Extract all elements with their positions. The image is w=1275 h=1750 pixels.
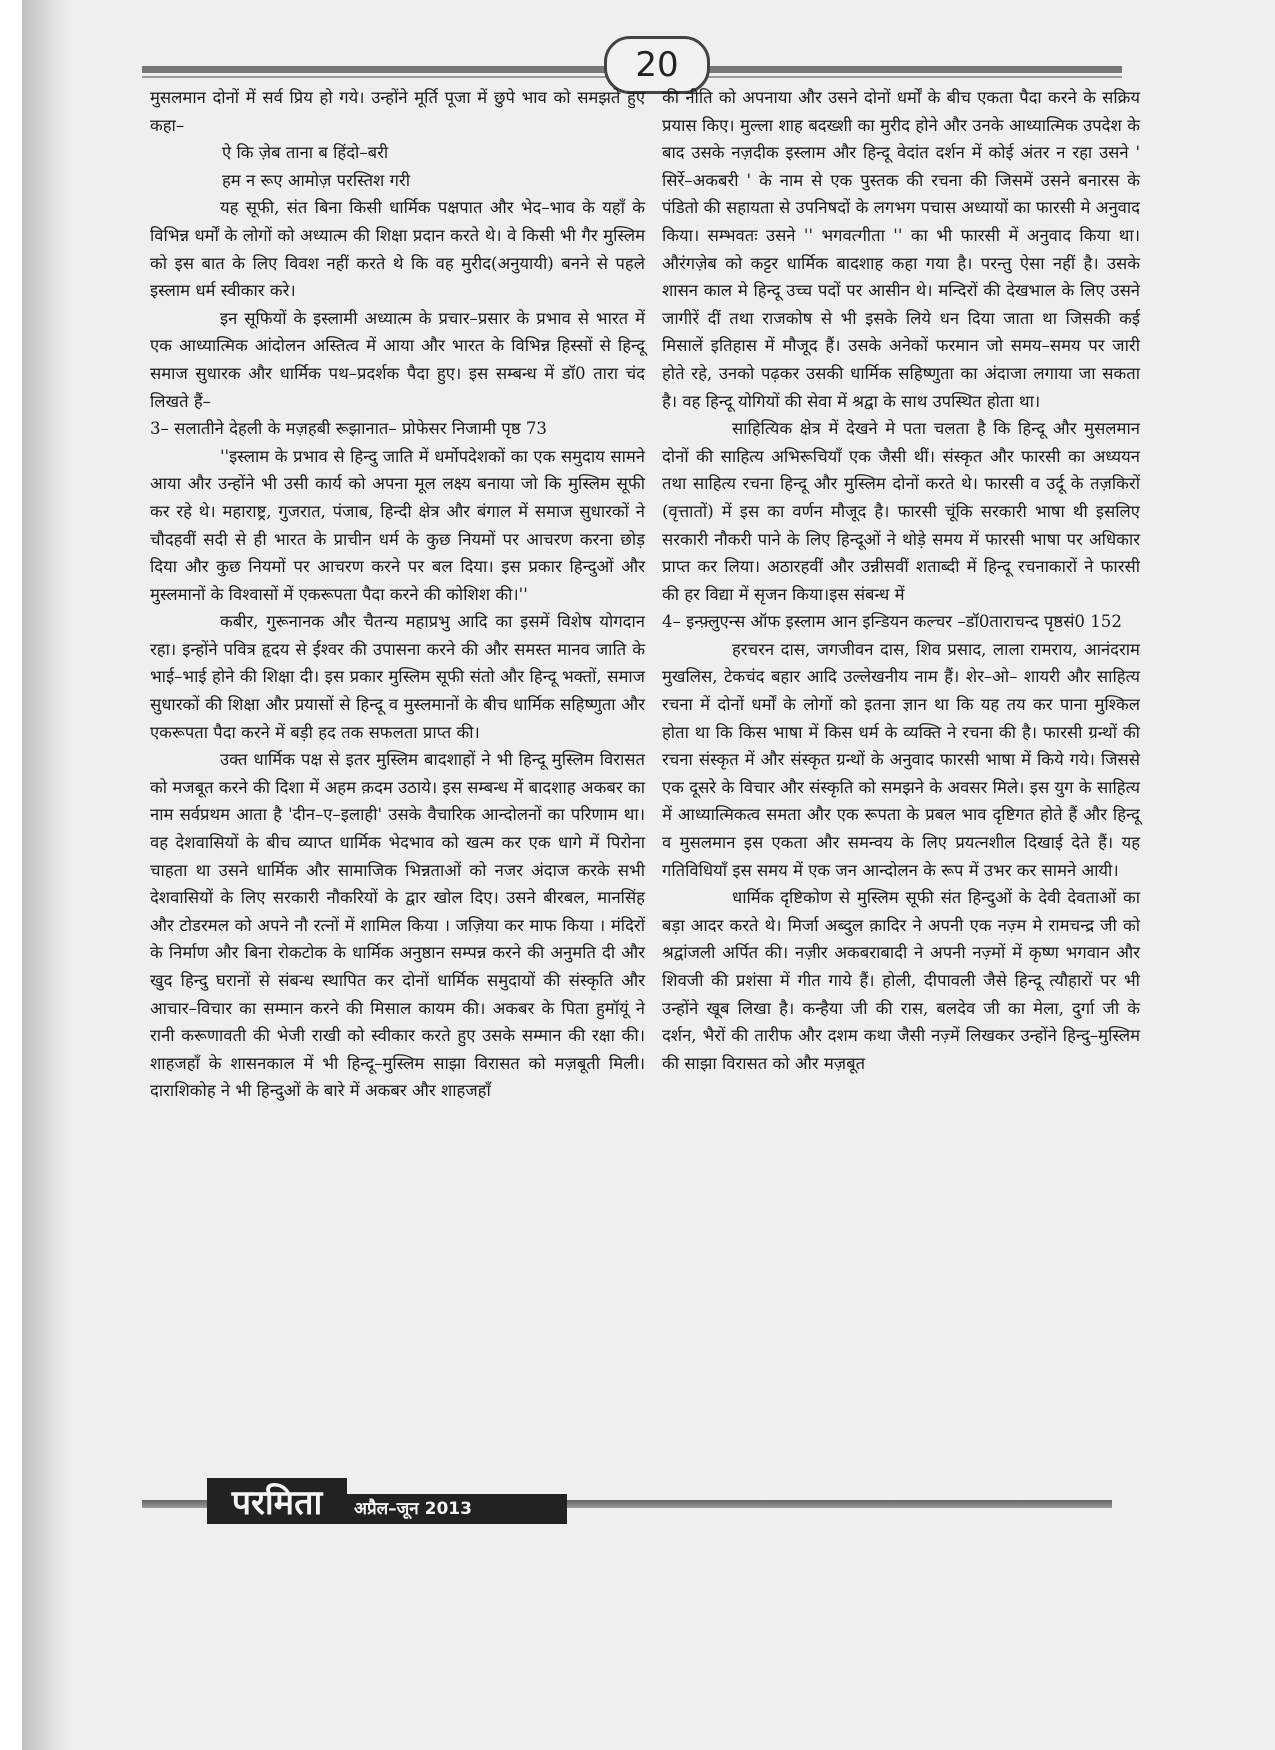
reference-note: 4– इन्फ़्लुएन्स ऑफ इस्लाम आन इन्डियन कल्चर –डॉ0ताराचन्द पृष्ठसं0 152 xyxy=(662,612,1122,632)
header-rule-left xyxy=(142,66,612,73)
verse-line: हम न रूए आमोज़ परस्तिश गरी xyxy=(222,170,411,190)
paragraph: हरचरन दास, जगजीवन दास, शिव प्रसाद, लाला रामराय, आनंदराम मुखलिस, टेकचंद बहार आदि उल्लेखनीय नाम हैं। शेर–ओ– शायरी और साहित्य रचना में दोनों धर्मों के लोगों को इतना ज्ञान था कि यह तय कर पाना मुश्किल होता था कि किस भाषा में किस धर्म के व्यक्ति ने रचना की है। फारसी ग्रन्थों की रचना संस्कृत में और संस्कृत ग्रन्थों के अनुवाद फारसी भाषा में किये गये। जिससे एक दूसरे के विचार और संस्कृति को समझने के अवसर मिले। इस युग के साहित्य में आध्यात्मिकत्व समता और एक रूपता के प्रबल भाव दृष्टिगत होते हैं और हिन्दू व मुसलमान इस एकता और समन्वय के लिए प्रयत्नशील दिखाई देते हैं। यह गतिविधियाँ इस समय में एक जन आन्दोलन के रूप में उभर कर सामने आयी। xyxy=(662,639,1140,880)
magazine-page xyxy=(22,0,1275,1750)
binding-shadow xyxy=(22,0,72,1750)
paragraph: कबीर, गुरूनानक और चैतन्य महाप्रभु आदि का इसमें विशेष योगदान रहा। इन्होंने पवित्र हृदय से ईश्वर की उपासना करने की और समस्त मानव जाति के भाई–भाई होने की शिक्षा दी। इस प्रकार मुस्लिम सूफी संतो और हिन्दू भक्तों, समाज सुधारकों की शिक्षा और प्रयासों से हिन्दू व मुस्लमानों के बीच धार्मिक सहिष्णुता और एकरूपता पैदा करने में बड़ी हद तक सफलता प्राप्त की। xyxy=(150,612,645,742)
paragraph: की नीति को अपनाया और उसने दोनों धर्मों के बीच एकता पैदा करने के सक्रिय प्रयास किए। मुल्ला शाह बदख्शी का मुरीद होने और उनके आध्यात्मिक उपदेश के बाद उसके नज़दीक इस्लाम और हिन्दू वेदांत दर्शन में कोई अंतर न रहा उसने ' सिर्रे–अकबरी ' के नाम से एक पुस्तक की रचना की जिसमें उसने बनारस के पंडितो की सहायता से उपनिषदों के लगभग पचास अध्यायों का फारसी मे अनुवाद किया। सम्भवतः उसने '' भगवत्गीता '' का भी फारसी में अनुवाद किया था। औरंगज़ेब को कट्टर धार्मिक बादशाह कहा गया है। परन्तु ऐसा नहीं है। उसके शासन काल मे हिन्दू उच्च पदों पर आसीन थे। मन्दिरों की देखभाल के लिए उसने जागीरें दीं तथा राजकोष से भी इसके लिये धन दिया जाता था जिसकी कई मिसालें इतिहास में मौजूद हैं। उसके अनेकों फरमान जो समय–समय पर जारी होते रहे, उनको पढ़कर उसकी धार्मिक सहिष्णुता का अंदाजा लगाया जा सकता है। वह हिन्दू योगियों की सेवा में श्रद्वा के साथ उपस्थित होता था। xyxy=(662,88,1140,411)
reference-note: 3– सलातीने देहली के मज़हबी रूझानात– प्रोफेसर निजामी पृष्ठ 73 xyxy=(150,419,547,439)
paragraph: यह सूफी, संत बिना किसी धार्मिक पक्षपात और भेद–भाव के यहाँ के विभिन्न धर्मों के लोगों को अध्यात्म की शिक्षा प्रदान करते थे। वे किसी भी गैर मुस्लिम को इस बात के लिए विवश नहीं करते थे कि वह मुरीद(अनुयायी) बनने से पहले इस्लाम धर्म स्वीकार करे। xyxy=(150,198,645,301)
issue-date: अप्रैल–जून 2013 xyxy=(354,1499,472,1519)
verse-line: ऐ कि ज़ेब ताना ब हिंदो–बरी xyxy=(222,143,389,163)
quotation: ''इस्लाम के प्रभाव से हिन्दु जाति में धर्मोपदेशकों का एक समुदाय सामने आया और उन्होंने भी उसी कार्य को अपना मूल लक्ष्य बनाया जो कि मुस्लिम सूफी कर रहे थे। महाराष्ट्र, गुजरात, पंजाब, हिन्दी क्षेत्र और बंगाल में समाज सुधारकों ने चौदहवीं सदी से ही भारत के प्राचीन धर्म के कुछ नियमों पर आचरण करना छोड़ दिया और कुछ नियमों पर आचरण करने पर बल दिया। इस प्रकार हिन्दुओं और मुस्लमानों के विश्वासों में एकरूपता पैदा करने की कोशिश की।'' xyxy=(150,446,645,604)
paragraph: साहित्यिक क्षेत्र में देखने मे पता चलता है कि हिन्दू और मुसलमान दोनों की साहित्य अभिरूचियाँ एक जैसी थीं। संस्कृत और फारसी का अध्ययन तथा साहित्य रचना हिन्दू और मुस्लिम दोनों करते थे। फारसी व उर्दू के तज़किरों (वृत्तातों) में इस का वर्णन मौजूद है। फारसी चूंकि सरकारी भाषा थी इसलिए सरकारी नौकरी पाने के लिए हिन्दूओं ने थोड़े समय में फारसी भाषा पर अधिकार प्राप्त कर लिया। अठारहवीं और उन्नीसवीं शताब्दी में हिन्दू रचनाकारों ने फारसी की हर विद्या में सृजन किया।इस संबन्ध में xyxy=(662,419,1140,604)
magazine-logo: परमिता xyxy=(207,1478,347,1524)
paragraph: धार्मिक दृष्टिकोण से मुस्लिम सूफी संत हिन्दुओं के देवी देवताओं का बड़ा आदर करते थे। मिर्जा अब्दुल क़ादिर ने अपनी एक नज़्म मे रामचन्द्र जी को श्रद्वांजली अर्पित की। नज़ीर अकबराबादी ने अपनी नज़्मों में कृष्ण भगवान और शिवजी की प्रशंसा में गीत गाये हैं। होली, दीपावली जैसे हिन्दू त्यौहारों पर भी उन्होंने खूब लिखा है। कन्हैया जी की रास, बलदेव जी का मेला, दुर्गा जी के दर्शन, भैरों की तारीफ और दशम कथा जैसी नज़्में लिखकर उन्होंने हिन्दु–मुस्लिम की साझा विरासत को और मज़बूत xyxy=(662,888,1140,1073)
right-column xyxy=(662,84,1140,1077)
paragraph: इन सूफियों के इस्लामी अध्यात्म के प्रचार–प्रसार के प्रभाव से भारत में एक आध्यात्मिक आंदोलन अस्तित्व में आया और भारत के विभिन्न हिस्सों से हिन्दू समाज सुधारक और धार्मिक पथ–प्रदर्शक पैदा हुए। इस सम्बन्ध में डॉ0 तारा चंद लिखते हैं– xyxy=(150,308,645,411)
page-number: 20 xyxy=(604,36,710,94)
left-column xyxy=(150,84,645,1105)
header-rule-right-thin xyxy=(702,76,1122,78)
paragraph: मुसलमान दोनों में सर्व प्रिय हो गये। उन्होंने मूर्ति पूजा में छुपे भाव को समझते हुए कहा– xyxy=(150,88,645,135)
header-rule-left-thin xyxy=(142,76,612,78)
paragraph: उक्त धार्मिक पक्ष से इतर मुस्लिम बादशाहों ने भी हिन्दू मुस्लिम विरासत को मजबूत करने की दिशा में अहम क़दम उठाये। इस सम्बन्ध में बादशाह अकबर का नाम सर्वप्रथम आता है 'दीन–ए–इलाही' उसके वैचारिक आन्दोलनों का परिणाम था। वह देशवासियों के बीच व्याप्त धार्मिक भेदभाव को खत्म कर एक धागे में पिरोना चाहता था उसने धार्मिक और सामाजिक भिन्नताओं को नजर अंदाज करके सभी देशवासियों के लिए सरकारी नौकरियों के द्वार खोल दिए। उसने बीरबल, मानसिंह और टोडरमल को अपने नौ रत्नों में शामिल किया । जज़िया कर माफ किया । मंदिरों के निर्माण और बिना रोकटोक के धार्मिक अनुष्ठान सम्पन्न करने की अनुमति दी और खुद हिन्दु घरानों से संबन्ध स्थापित कर दोनों धार्मिक समुदायों की संस्कृति और आचार–विचार का सम्मान करने की मिसाल कायम की। अकबर के पिता हुमॉयूं ने रानी करूणावती की भेजी राखी को स्वीकार करते हुए उसके सम्मान की रक्षा की। शाहजहाँ के शासनकाल में भी हिन्दू–मुस्लिम साझा विरासत को मज़बूती मिली। दाराशिकोह ने भी हिन्दुओं के बारे में अकबर और शाहजहाँ xyxy=(150,750,645,1101)
header-rule-right xyxy=(702,66,1122,73)
